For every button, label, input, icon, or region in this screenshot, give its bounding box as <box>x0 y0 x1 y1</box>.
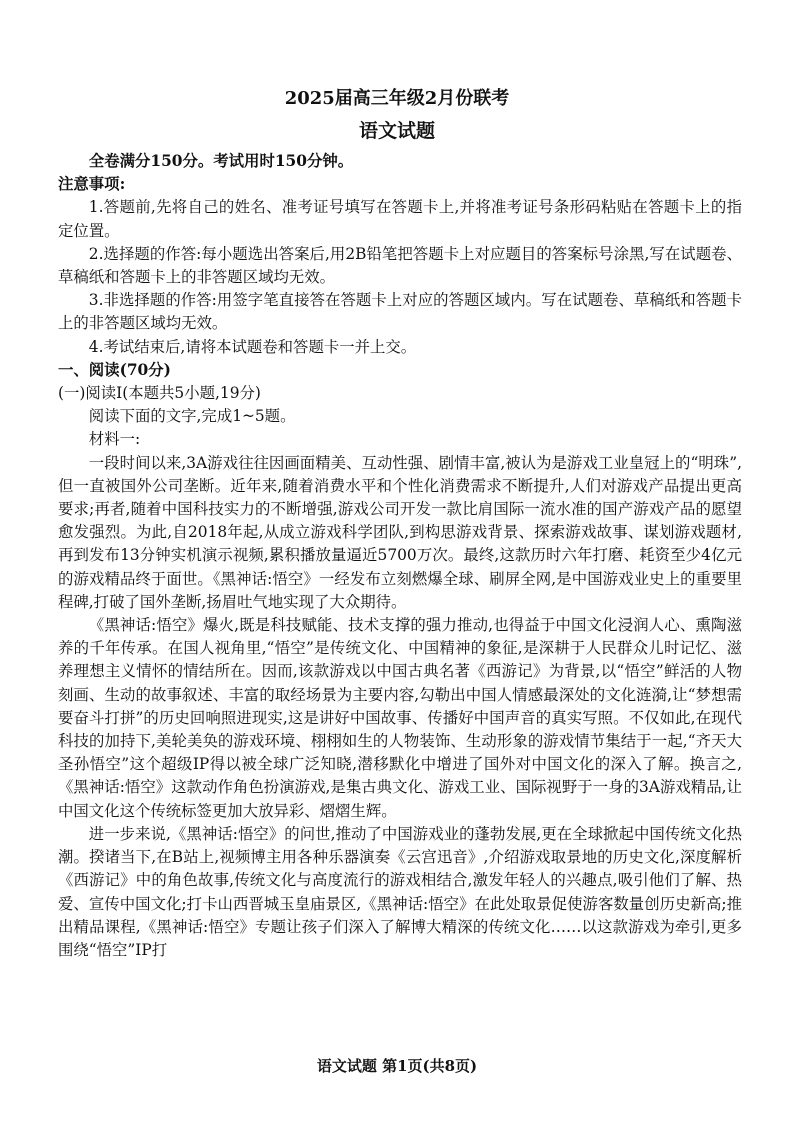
sub-section-heading: (一)阅读Ⅰ(本题共5小题,19分) <box>58 384 261 403</box>
material-paragraph-3: 进一步来说,《黑神话:悟空》的问世,推动了中国游戏业的蓬勃发展,更在全球掀起中国传统文化热潮。揆诸当下,在B站上,视频博主用各种乐器演奏《云宫迅音》,介绍游戏取景地的历史文化,深度解析《西游记》中的角色故事,传统文化与高度流行的游戏相结合,激发年轻人的兴趣点,吸引他们了解、热爱、宣传中国文化;打卡山西晋城玉皇庙景区,《黑神话:悟空》在此处取景促使游客数量创历史新高;推出精品课程,《黑神话:悟空》专题让孩子们深入了解博大精深的传统文化……以这款游戏为牵引,更多围绕“悟空”IP打 <box>58 824 742 959</box>
exam-info: 全卷满分150分。考试用时150分钟。 <box>88 152 354 170</box>
reading-instruction: 阅读下面的文字,完成1~5题。 <box>88 407 296 426</box>
notice-item-1: 1.答题前,先将自己的姓名、准考证号填写在答题卡上,并将准考证号条形码粘贴在答题卡上的指定位置。 <box>58 198 742 240</box>
material-label: 材料一: <box>88 430 141 449</box>
notice-item-2: 2.选择题的作答:每小题选出答案后,用2B铅笔把答题卡上对应题目的答案标号涂黑,写在试题卷、草稿纸和答题卡上的非答题区域均无效。 <box>58 244 742 287</box>
notice-heading: 注意事项: <box>58 175 126 194</box>
exam-subject: 语文试题 <box>358 120 435 142</box>
notice-item-4: 4.考试结束后,请将本试题卷和答题卡一并上交。 <box>88 337 417 356</box>
material-paragraph-2: 《黑神话:悟空》爆火,既是科技赋能、技术支撑的强力推动,也得益于中国文化浸润人心、熏陶滋养的千年传承。在国人视角里,“悟空”是传统文化、中国精神的象征,是深耕于人民群众儿时记忆、滋养理想主义情怀的情结所在。因而,该款游戏以中国古典名著《西游记》为背景,以“悟空”鲜活的人物刻画、生动的故事叙述、丰富的取经场景为主要内容,勾勒出中国人情感最深处的文化涟漪,让“梦想需要奋斗打拼”的历史回响照进现实,这是讲好中国故事、传播好中国声音的真实写照。不仅如此,在现代科技的加持下,美轮美奂的游戏环境、栩栩如生的人物装饰、生动形象的游戏情节集结于一起,“齐天大圣孙悟空”这个超级IP得以被全球广泛知晓,潜移默化中增进了国外对中国文化的深入了解。换言之,《黑神话:悟空》这款动作角色扮演游戏,是集古典文化、游戏工业、国际视野于一身的3A游戏精品,让中国文化这个传统标签更加大放异彩、熠熠生辉。 <box>58 616 742 820</box>
section-heading: 一、阅读(70分) <box>58 360 171 379</box>
page-footer: 语文试题 第1页(共8页) <box>316 1057 478 1075</box>
material-paragraph-1: 一段时间以来,3A游戏往往因画面精美、互动性强、剧情丰富,被认为是游戏工业皇冠上的“明珠”,但一直被国外公司垄断。近年来,随着消费水平和个性化消费需求不断提升,人们对游戏产品提出更高要求;再者,随着中国科技实力的不断增强,游戏公司开发一款比肩国际一流水准的国产游戏产品的愿望愈发强烈。为此,自2018年起,从成立游戏科学团队,到构思游戏背景、探索游戏故事、谋划游戏题材,再到发布13分钟实机演示视频,累积播放量逼近5700万次。最终,这款历时六年打磨、耗资至少4亿元的游戏精品终于面世。《黑神话:悟空》一经发布立刻燃爆全球、刷屏全网,是中国游戏业史上的重要里程碑,打破了国外垄断,扬眉吐气地实现了大众期待。 <box>58 453 742 611</box>
notice-item-3: 3.非选择题的作答:用签字笔直接答在答题卡上对应的答题区域内。写在试题卷、草稿纸和答题卡上的非答题区域均无效。 <box>58 291 742 333</box>
exam-body <box>58 150 742 962</box>
exam-title: 2025届高三年级2月份联考 <box>284 88 510 109</box>
